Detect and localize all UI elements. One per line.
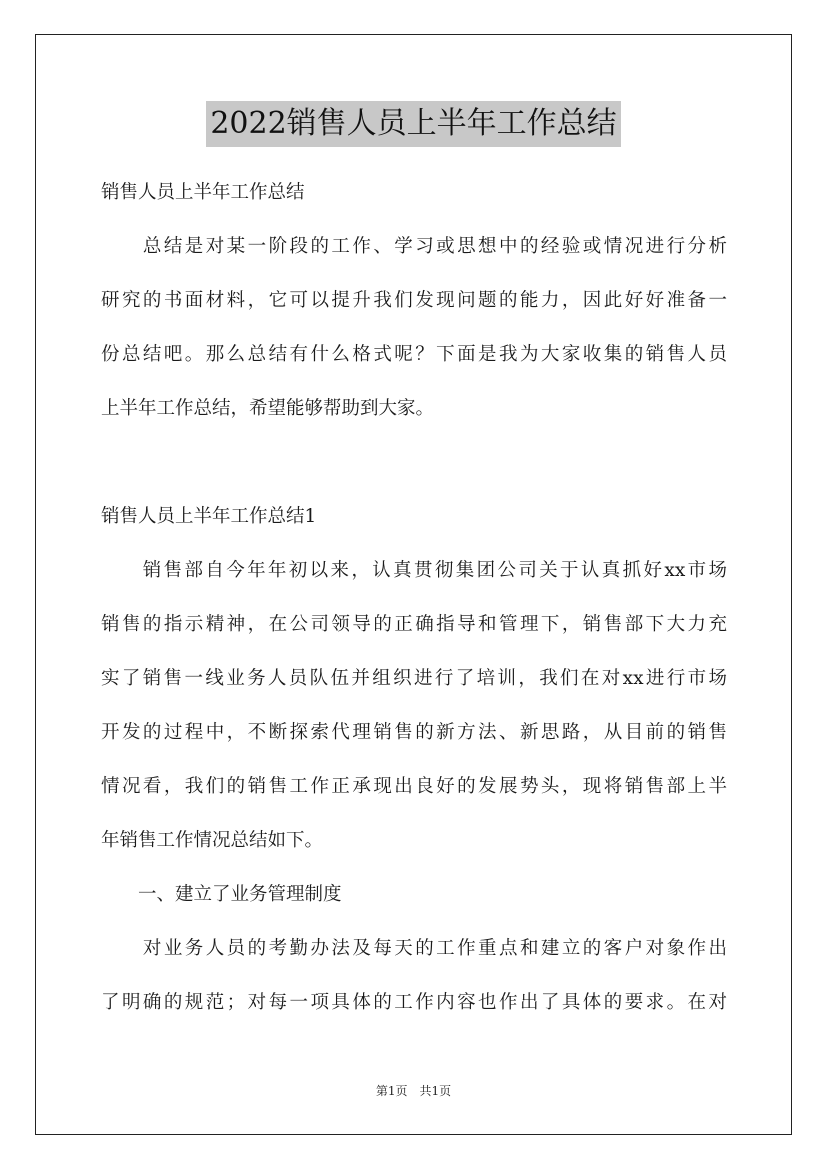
page-footer bbox=[0, 1083, 827, 1099]
paragraph-line: 销售部自今年年初以来，认真贯彻集团公司关于认真抓好xx市场 bbox=[101, 560, 727, 581]
document-title: 2022销售人员上半年工作总结 bbox=[206, 101, 620, 147]
paragraph-line: 总结是对某一阶段的工作、学习或思想中的经验或情况进行分析 bbox=[101, 236, 727, 257]
section-heading: 销售人员上半年工作总结1 bbox=[101, 506, 317, 527]
subsection-heading: 一、建立了业务管理制度 bbox=[101, 884, 342, 905]
paragraph-line: 对业务人员的考勤办法及每天的工作重点和建立的客户对象作出 bbox=[101, 938, 727, 959]
title-container bbox=[0, 101, 827, 147]
section-heading: 销售人员上半年工作总结 bbox=[101, 182, 305, 203]
paragraph-line: 研究的书面材料，它可以提升我们发现问题的能力，因此好好准备一 bbox=[101, 290, 727, 311]
paragraph-line: 上半年工作总结，希望能够帮助到大家。 bbox=[101, 398, 435, 419]
paragraph-line: 份总结吧。那么总结有什么格式呢？下面是我为大家收集的销售人员 bbox=[101, 344, 727, 365]
paragraph-line: 实了销售一线业务人员队伍并组织进行了培训，我们在对xx进行市场 bbox=[101, 668, 727, 689]
paragraph-line: 销售的指示精神，在公司领导的正确指导和管理下，销售部下大力充 bbox=[101, 614, 727, 635]
paragraph-line: 了明确的规范；对每一项具体的工作内容也作出了具体的要求。在对 bbox=[101, 992, 727, 1013]
paragraph-line: 开发的过程中，不断探索代理销售的新方法、新思路，从目前的销售 bbox=[101, 722, 727, 743]
paragraph-line: 年销售工作情况总结如下。 bbox=[101, 830, 324, 851]
page-number: 第1页 共1页 bbox=[375, 1084, 452, 1098]
paragraph-line: 情况看，我们的销售工作正承现出良好的发展势头，现将销售部上半 bbox=[101, 776, 727, 797]
